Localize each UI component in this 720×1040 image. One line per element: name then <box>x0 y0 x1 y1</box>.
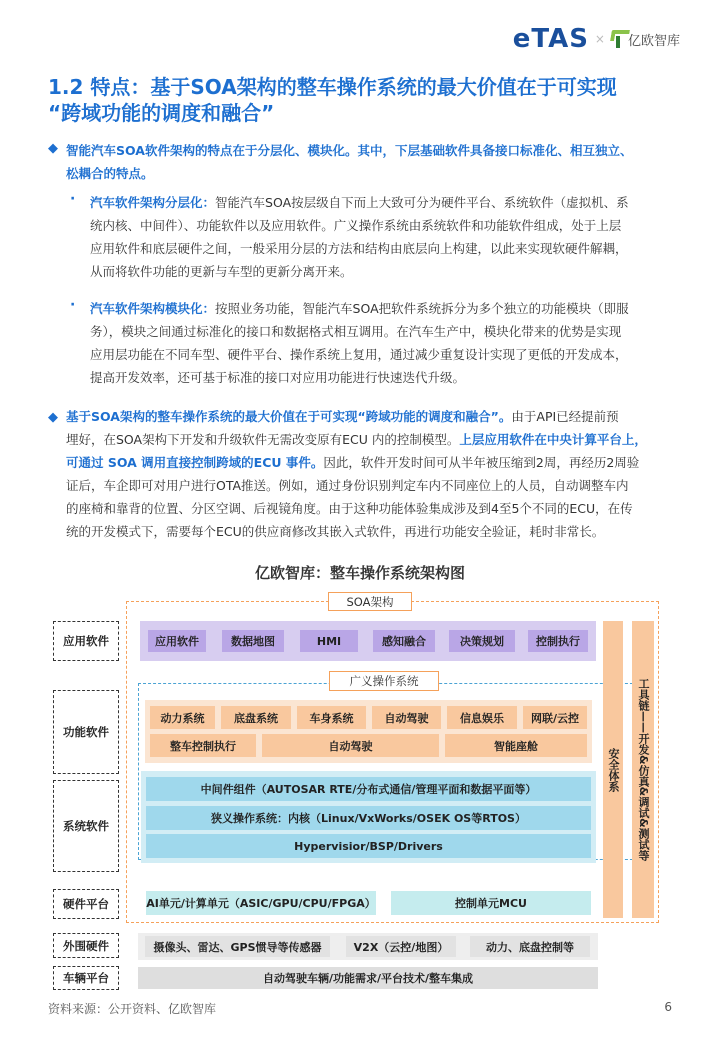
section2-line-3a: 可通过 SOA 调用直接控制跨域的ECU 事件。 <box>66 455 324 470</box>
soa-architecture-label: SOA架构 <box>328 592 412 611</box>
diagram-title: 亿欧智库：整车操作系统架构图 <box>254 564 465 582</box>
function-box: 车身系统 <box>297 706 366 729</box>
app-box: 控制执行 <box>528 630 588 652</box>
function-box: 整车控制执行 <box>150 734 256 757</box>
sub2-heading: 汽车软件架构模块化： <box>90 301 216 316</box>
toolchain-box: 工具链——开发&仿真&调试&测试等 <box>632 621 654 918</box>
page-number: 6 <box>664 1000 672 1014</box>
section1-text <box>66 139 686 185</box>
section1-line-1: 智能汽车SOA软件架构的特点在于分层化、模块化。其中，下层基础软件具备接口标准化、相互独立、 <box>66 143 633 158</box>
section2-line-2a: 埋好，在SOA架构下开发和升级软件无需改变原有ECU 内的控制模型。 <box>66 432 460 447</box>
section2-line-1: 由于API已经提前预 <box>511 409 619 424</box>
sub1-line-1: 智能汽车SOA按层级自下而上大致可分为硬件平台、系统软件（虚拟机、系 <box>215 195 629 210</box>
app-box: 决策规划 <box>449 630 515 652</box>
section1-line-2: 松耦合的特点。 <box>66 166 154 181</box>
app-box: 数据地图 <box>222 630 284 652</box>
sub2-line-3: 应用层功能在不同车型、硬件平台、操作系统上复用，通过减少重复设计实现了更低的开发成本， <box>90 347 628 362</box>
peripheral-box: V2X（云控/地图） <box>346 936 456 957</box>
title-line-2: “跨域功能的调度和融合” <box>48 101 275 125</box>
section2-heading: 基于SOA架构的整车操作系统的最大价值在于可实现“跨域功能的调度和融合”。 <box>66 409 512 424</box>
sub2-line-4: 提高开发效率，还可基于标准的接口对应用功能进行快速迭代升级。 <box>90 370 466 385</box>
section2-line-5: 的座椅和靠背的位置、分区空调、后视镜角度。由于这种功能体验集成涉及到4至5个不同的ECU，在传 <box>66 501 633 516</box>
diamond-bullet-icon: ◆ <box>48 410 58 425</box>
function-box: 自动驾驶 <box>262 734 439 757</box>
logo-separator: × <box>594 32 605 46</box>
layer-label-vehicle: 车辆平台 <box>53 966 119 990</box>
layer-label-peripheral: 外围硬件 <box>53 933 119 958</box>
layer-label-function: 功能软件 <box>53 690 119 774</box>
sub1-text <box>90 191 690 283</box>
section2-text <box>66 405 691 543</box>
safety-system-box: 安全体系 <box>603 621 623 918</box>
yiou-logo-text: 亿欧智库 <box>627 33 680 49</box>
function-box: 自动驾驶 <box>372 706 441 729</box>
system-row-kernel: 狭义操作系统：内核（Linux/VxWorks/OSEK OS等RTOS） <box>146 806 591 830</box>
app-box: HMI <box>300 630 358 652</box>
section2-line-2b: 上层应用软件在中央计算平台上， <box>459 432 647 447</box>
function-box: 底盘系统 <box>221 706 291 729</box>
sub1-line-2: 统内核、中间件）、功能软件以及应用软件。广义操作系统由系统软件和功能软件组成，处于上层 <box>90 218 622 233</box>
dot-bullet-icon: · <box>70 191 76 207</box>
sub2-line-1: 按照业务功能，智能汽车SOA把软件系统拆分为多个独立的功能模块（即服 <box>215 301 629 316</box>
page-title <box>48 74 688 126</box>
function-box: 智能座舱 <box>445 734 587 757</box>
sub1-line-4: 从而将软件功能的更新与车型的更新分离开来。 <box>90 264 353 279</box>
layer-label-hardware: 硬件平台 <box>53 889 119 919</box>
title-line-1: 1.2 特点：基于SOA架构的整车操作系统的最大价值在于可实现 <box>48 75 617 99</box>
hardware-box-ai: AI单元/计算单元（ASIC/GPU/CPU/FPGA） <box>146 891 376 915</box>
vehicle-platform-band: 自动驾驶车辆/功能需求/平台技术/整车集成 <box>138 967 598 989</box>
function-box: 信息娱乐 <box>447 706 517 729</box>
system-row-hypervisor: Hypervisior/BSP/Drivers <box>146 834 591 858</box>
generalized-os-label: 广义操作系统 <box>329 671 439 691</box>
sub1-line-3: 应用软件和底层硬件之间，一般采用分层的方法和结构由底层向上构建，以此来实现软硬件解耦， <box>90 241 628 256</box>
function-box: 网联/云控 <box>523 706 587 729</box>
function-box: 动力系统 <box>150 706 215 729</box>
yiou-logo <box>611 30 680 49</box>
etas-logo: eTAS <box>512 24 589 54</box>
sub2-text <box>90 297 690 389</box>
sub1-heading: 汽车软件架构分层化： <box>90 195 216 210</box>
section2-line-4: 证后，车企即可对用户进行OTA推送。例如，通过身份识别判定车内不同座位上的人员，自动调整车内 <box>66 478 629 493</box>
sub2-line-2: 务），模块之间通过标准化的接口和数据格式相互调用。在汽车生产中，模块化带来的优势是实现 <box>90 324 622 339</box>
app-box: 应用软件 <box>148 630 206 652</box>
footer-source: 资料来源：公开资料、亿欧智库 <box>48 1002 217 1016</box>
peripheral-box: 动力、底盘控制等 <box>470 936 590 957</box>
section2-line-6: 统的开发模式下，需要每个ECU的供应商修改其嵌入式软件，再进行功能安全验证，耗时非常长。 <box>66 524 605 539</box>
hardware-box-mcu: 控制单元MCU <box>391 891 591 915</box>
diamond-bullet-icon: ◆ <box>48 141 58 156</box>
layer-label-app: 应用软件 <box>53 621 119 661</box>
yiou-mark-icon <box>611 30 625 48</box>
dot-bullet-icon: · <box>70 297 76 313</box>
layer-label-system: 系统软件 <box>53 780 119 872</box>
section2-line-3b: 因此，软件开发时间可从半年被压缩到2周，再经历2周验 <box>323 455 640 470</box>
system-row-middleware: 中间件组件（AUTOSAR RTE/分布式通信/管理平面和数据平面等） <box>146 777 591 801</box>
peripheral-box: 摄像头、雷达、GPS惯导等传感器 <box>145 936 330 957</box>
app-box: 感知融合 <box>373 630 435 652</box>
header-logos <box>513 24 680 54</box>
